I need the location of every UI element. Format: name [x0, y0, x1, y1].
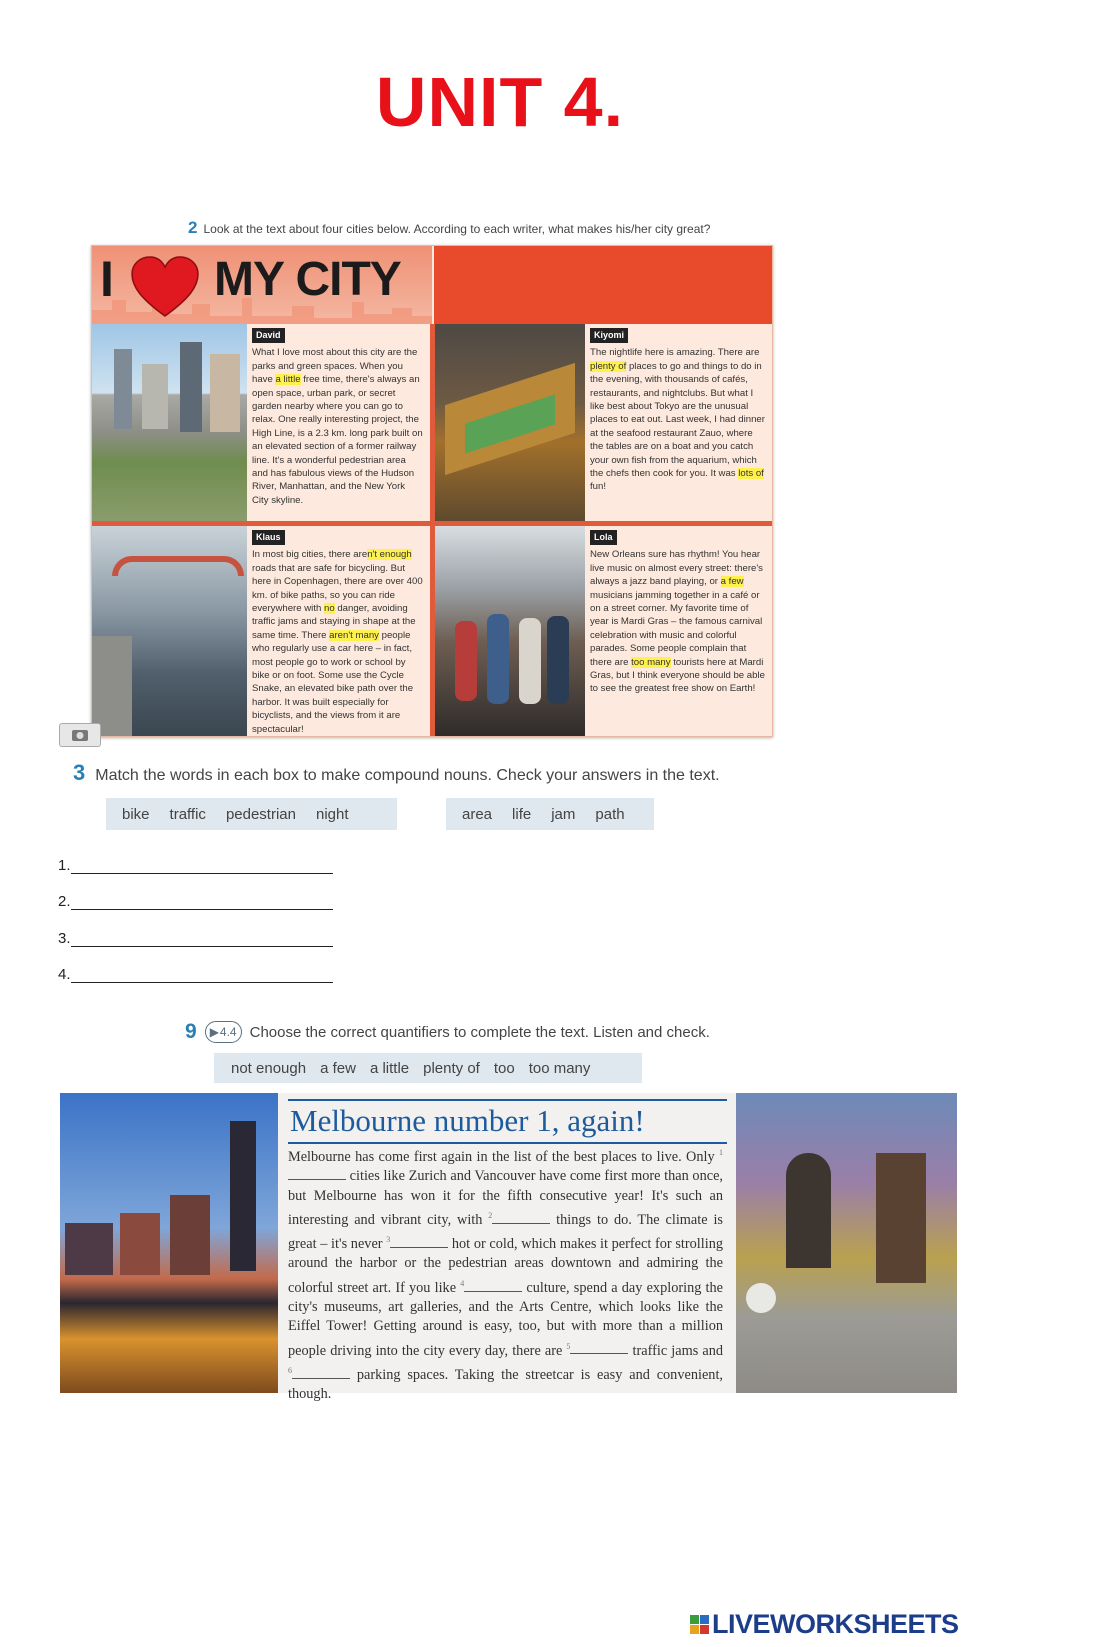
- highlight-arent-many: aren't many: [329, 629, 379, 641]
- word-area: area: [462, 805, 493, 823]
- blank-5[interactable]: [570, 1342, 628, 1354]
- quantifier-box: [214, 1053, 642, 1083]
- exercise-3-number: 3: [73, 760, 86, 785]
- highlight-plenty-of: plenty of: [590, 360, 627, 372]
- magazine-header-right: [434, 246, 1106, 324]
- magazine-intro: With Melbourne topping the list of the best cities in the world to live, we celebrate cities everywhere, and invite you to share what you love about your city. #whatmakesyourcitygreat: [788, 252, 1106, 296]
- article-headline: Melbourne number 1, again!: [288, 1099, 727, 1144]
- klaus-panel-text: Klaus In most big cities, there aren't enough roads that are safe for bicycling. But here in Copenhagen, there are over 400 km. of bike paths, so you can ride everywhere with no danger, avoiding traffic jams and staying in shape at the same time. There aren't many people who regularly use a car here – in fact, most people go to work or school by bike or on foot. Some use the Cycle Snake, an elevated bike path over the harbor. It was built especially for bicyclists, and the views from it are spectacular!: [252, 532, 423, 735]
- article-body: Melbourne has come first again in the list of the best places to live. Only $^1$ cities like Zurich and Vancouver have come first more than once, but Melbourne has won it for the fifth consecutive year! It's such an interesting and vibrant city, with $^2$ things to do. The climate is great – it's never $^3$ hot or cold, which makes it perfect for strolling around the harbor or the pedestrian areas downtown and admiring the colorful street art. If you like $^4$ culture, spend a day exploring the city's museums, art galleries, and the Arts Centre, which looks like the Eiffel Tower! Getting around is easy, too, but with more than a million people driving into the city every day, there are $^5$ traffic jams and $^6$ parking spaces. Taking the streetcar is easy and convenient, though.: [288, 1148, 723, 1403]
- word-bike: bike: [122, 805, 150, 823]
- quantifier-plenty-of: plenty of: [423, 1059, 480, 1077]
- exercise-2-text: Look at the text about four cities below. According to each writer, what makes his/her city great?: [203, 222, 711, 236]
- liveworksheets-logo: [690, 1609, 959, 1640]
- blank-6[interactable]: [292, 1367, 350, 1379]
- magazine-header-left: [92, 246, 432, 324]
- blank-1[interactable]: [288, 1168, 346, 1180]
- camera-icon[interactable]: [59, 723, 101, 747]
- liveworksheets-logo-icon: [690, 1615, 709, 1634]
- exercise-3-instruction: [73, 760, 720, 786]
- audio-play-icon[interactable]: ▶ 4.4: [205, 1021, 242, 1043]
- word-night: night: [316, 805, 349, 823]
- exercise-2-instruction: [188, 218, 710, 238]
- heart-icon: [130, 256, 200, 318]
- liveworksheets-logo-text: LIVEWORKSHEETS: [712, 1609, 959, 1639]
- page-title: UNIT 4.: [375, 63, 625, 141]
- quantifier-too: too: [493, 1059, 515, 1077]
- word-life: life: [512, 805, 532, 823]
- quantifier-not-enough: not enough: [231, 1059, 307, 1077]
- lola-panel-text: Lola New Orleans sure has rhythm! You hear live music on almost every street: there's always a jazz band playing, or a few musicians jamming together in a café or on a street corner. My favorite time of year is Mardi Gras – the famous carnival celebration with music and colorful parades. Some people complain that there are too many tourists here at Mardi Gras, but I think everyone should be able to see the greatest free show on Earth!: [590, 532, 765, 695]
- answer-line-3[interactable]: 3.: [58, 930, 333, 947]
- kiyomi-panel-text: Kiyomi The nightlife here is amazing. There are plenty of places to go and things to do in the evening, with thousands of cafés, restaurants, and nightclubs. But what I like best about Tokyo are the unusual places to eat out. Last week, I had dinner at the seafood restaurant Zauo, where the tables are on a boat and you catch your own fish from the aquarium, which the chefs then cook for you. It was lots of fun!: [590, 330, 765, 493]
- word-box-2: [446, 798, 654, 830]
- klaus-name-tag: Klaus: [252, 530, 285, 545]
- exercise-9-text: Choose the correct quantifiers to complete the text. Listen and check.: [249, 1023, 710, 1041]
- lola-name-tag: Lola: [590, 530, 617, 545]
- logo-my-city: MY CITY: [214, 253, 401, 306]
- quantifier-too-many: too many: [528, 1059, 591, 1077]
- highlight-no: no: [323, 603, 335, 615]
- highlight-too-many: too many: [631, 656, 671, 668]
- highlight-lots-of: lots of: [738, 468, 764, 480]
- word-jam: jam: [551, 805, 576, 823]
- answer-line-4[interactable]: 4.: [58, 966, 333, 983]
- word-path: path: [595, 805, 625, 823]
- highlight-a-little: a little: [275, 374, 301, 386]
- quantifier-a-few: a few: [320, 1059, 356, 1077]
- blank-4[interactable]: [464, 1280, 522, 1292]
- i-love-my-city-magazine: [91, 245, 1106, 737]
- blank-2[interactable]: [492, 1212, 550, 1224]
- tokyo-boat-restaurant-photo: [435, 324, 585, 521]
- exercise-9-instruction: [185, 1020, 710, 1044]
- quantifier-a-little: a little: [369, 1059, 410, 1077]
- blank-3[interactable]: [390, 1236, 448, 1248]
- exercise-9-number: 9: [185, 1020, 197, 1043]
- highlight-not-enough: n't enough: [367, 549, 412, 561]
- exercise-3-text: Match the words in each box to make compound nouns. Check your answers in the text.: [95, 767, 720, 784]
- new-york-high-line-photo: [92, 324, 247, 521]
- word-box-1: [106, 798, 397, 830]
- david-panel-text: David What I love most about this city are the parks and green spaces. When you have a little free time, there's always an open space, urban park, or secret garden nearby where you can go to relax. One really interesting project, the High Line, is a 2.3 km. long park built on an elevated section of a former railway line. It's a wonderful pedestrian area and has fabulous views of the Hudson River, Manhattan, and the New York City skyline.: [252, 330, 423, 506]
- david-name-tag: David: [252, 328, 285, 343]
- answer-line-2[interactable]: 2.: [58, 893, 333, 910]
- exercise-2-number: 2: [188, 218, 198, 237]
- answer-line-1[interactable]: 1.: [58, 857, 333, 874]
- copenhagen-cycle-snake-photo: [92, 526, 247, 736]
- melbourne-skyline-photo: [60, 1093, 278, 1393]
- logo-letter-i: I: [100, 251, 114, 307]
- word-traffic: traffic: [169, 805, 206, 823]
- highlight-a-few: a few: [720, 576, 744, 588]
- kiyomi-name-tag: Kiyomi: [590, 328, 628, 343]
- word-pedestrian: pedestrian: [225, 805, 296, 823]
- new-orleans-jazz-band-photo: [435, 526, 585, 736]
- street-art-lane-photo: [736, 1093, 957, 1393]
- melbourne-article: [60, 1093, 957, 1403]
